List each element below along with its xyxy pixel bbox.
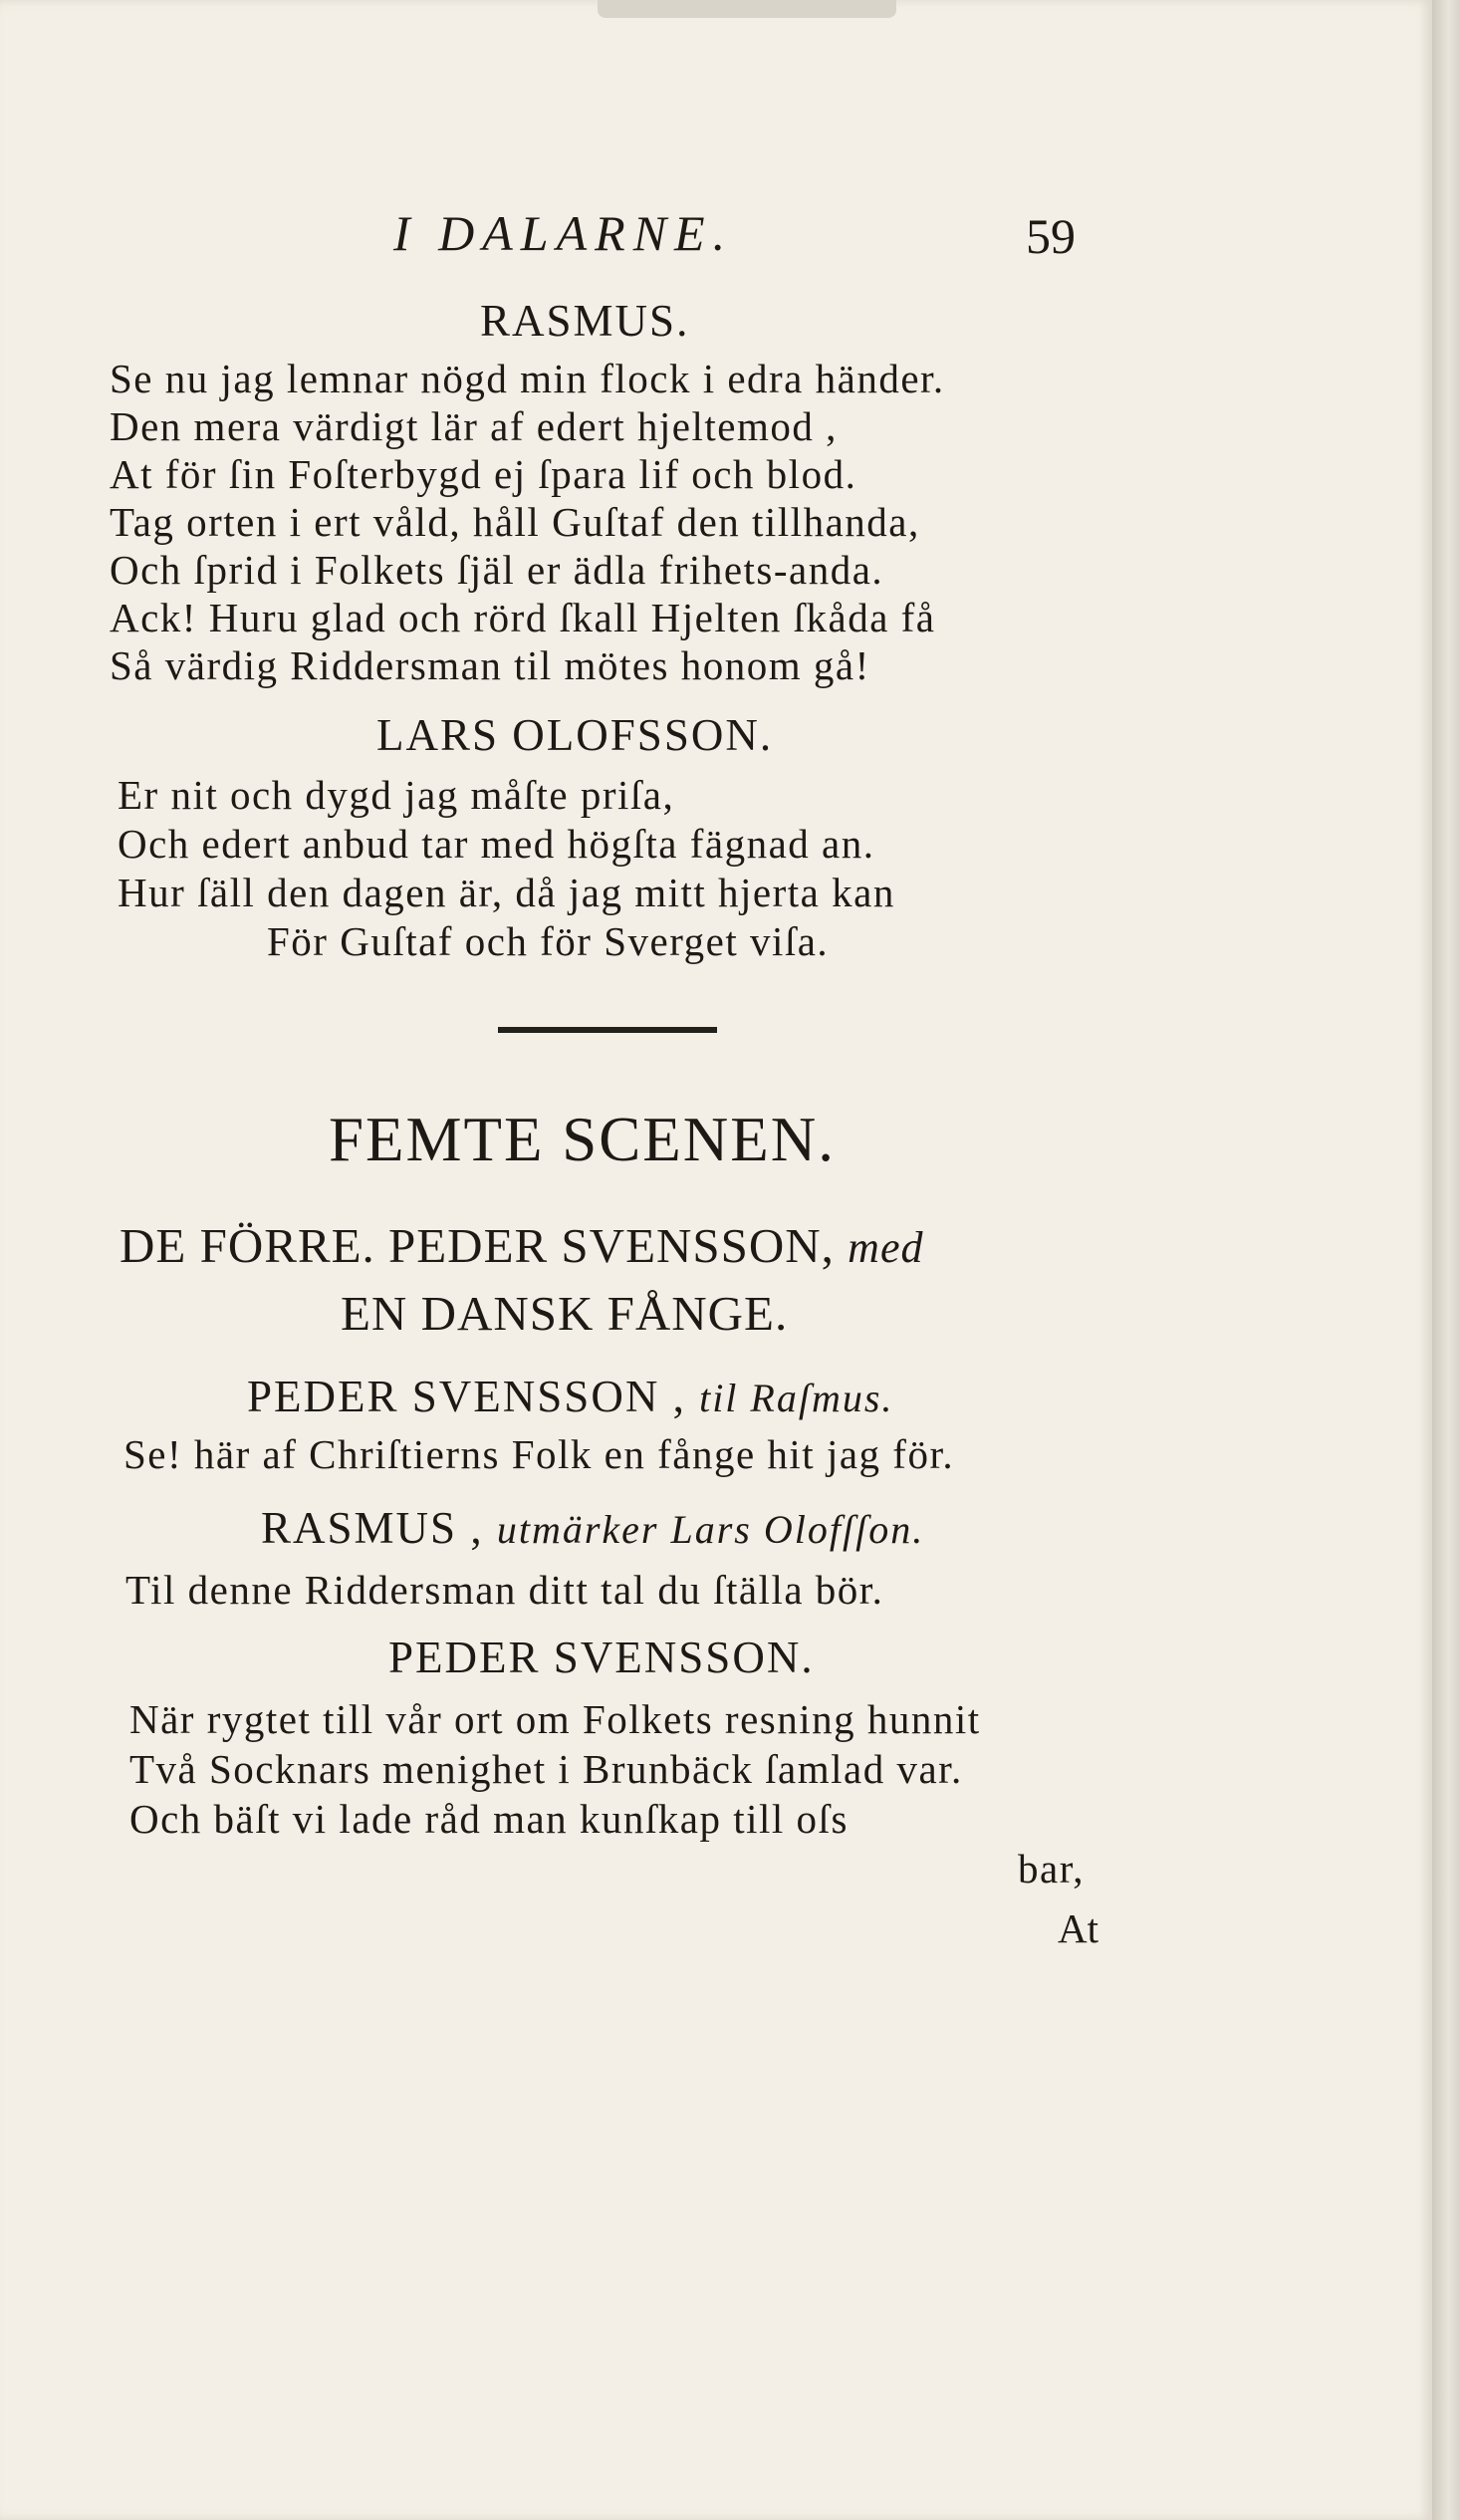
page-number: 59 — [1026, 208, 1076, 264]
page-edge — [1432, 0, 1459, 2520]
stage-direction: til Raſmus. — [699, 1376, 894, 1420]
speaker-rasmus-2 — [261, 1502, 924, 1554]
verse-line: Och ſprid i Folkets ſjäl er ädla frihets-anda. — [110, 547, 884, 593]
speaker-peder-svensson — [247, 1371, 893, 1422]
stage-direction: utmärker Lars Olofſſon. — [496, 1507, 925, 1552]
speaker-peder-svensson-2: PEDER SVENSSON. — [388, 1633, 815, 1682]
verse-line: Hur ſäll den dagen är, då jag mitt hjerta kan — [118, 870, 895, 915]
cast-italic-word: med — [848, 1223, 924, 1272]
verse-line: Ack! Huru glad och rörd ſkall Hjelten ſkåda få — [110, 595, 936, 640]
verse-line: Och edert anbud tar med högſta fägnad an. — [118, 821, 875, 867]
speaker-rasmus: RASMUS. — [480, 296, 690, 346]
verse-line: För Guſtaf och för Sverget viſa. — [267, 918, 830, 964]
verse-line: Tag orten i ert våld, håll Guſtaf den tillhanda, — [110, 499, 920, 545]
verse-line: Och bäſt vi lade råd man kunſkap till oſs — [129, 1796, 849, 1842]
verse-line: Den mera värdigt lär af edert hjeltemod , — [110, 403, 838, 449]
cast-list-line2: EN DANSK FÅNGE. — [341, 1286, 789, 1341]
speaker-lars-olofsson: LARS OLOFSSON. — [376, 710, 774, 760]
verse-line: Två Socknars menighet i Brunbäck ſamlad var. — [129, 1746, 963, 1792]
verse-line: Er nit och dygd jag måſte priſa, — [118, 772, 675, 818]
section-divider — [498, 1027, 717, 1033]
verse-line: At för ſin Foſterbygd ej ſpara lif och blod. — [110, 451, 857, 497]
verse-line: bar, — [1018, 1846, 1085, 1891]
scene-title: FEMTE SCENEN. — [329, 1105, 837, 1174]
speaker-name: RASMUS , — [261, 1503, 484, 1553]
verse-line: När rygtet till vår ort om Folkets resning hunnit — [129, 1696, 981, 1742]
verse-line: Så värdig Riddersman til mötes honom gå! — [110, 642, 870, 688]
catchword: At — [1058, 1905, 1098, 1951]
binding-shadow — [598, 0, 896, 18]
running-head: I DALARNE. — [393, 205, 734, 261]
speaker-name: PEDER SVENSSON , — [247, 1372, 686, 1421]
verse-line: Se nu jag lemnar nögd min flock i edra händer. — [110, 356, 945, 401]
cast-names: DE FÖRRE. PEDER SVENSSON, — [120, 1218, 835, 1273]
cast-list-line1 — [120, 1217, 923, 1274]
verse-line: Se! här af Chriſtierns Folk en fånge hit jag för. — [123, 1431, 955, 1477]
verse-line: Til denne Riddersman ditt tal du ſtälla bör. — [125, 1567, 884, 1613]
